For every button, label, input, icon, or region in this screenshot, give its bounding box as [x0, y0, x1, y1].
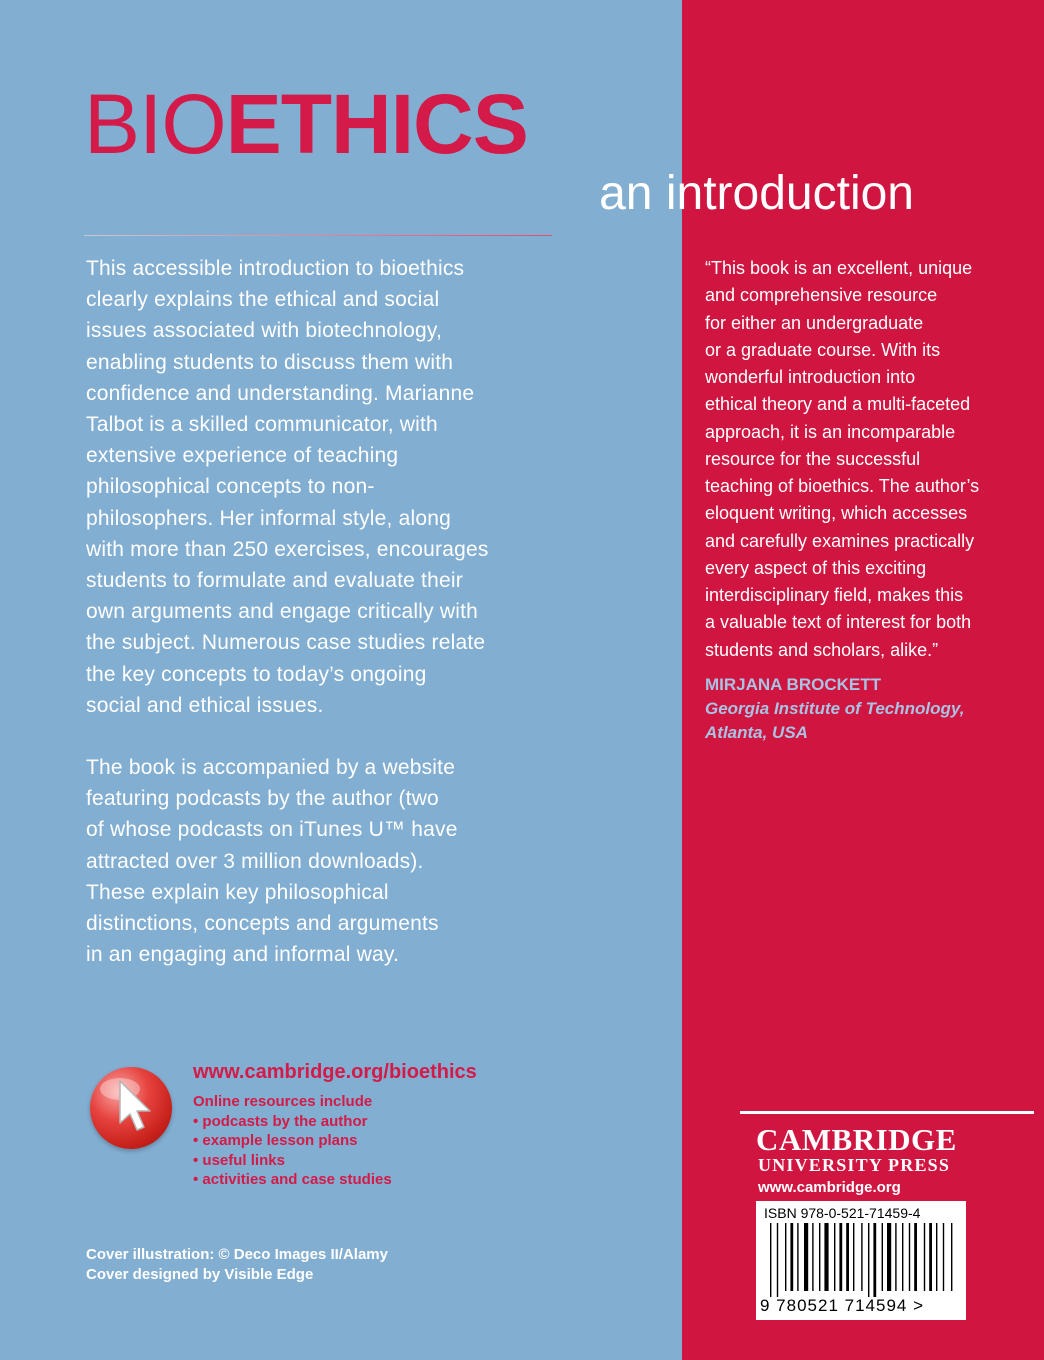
website-block	[193, 1060, 477, 1190]
barcode-bar	[834, 1223, 835, 1291]
blurb-paragraph-1	[86, 253, 566, 721]
barcode-bar	[846, 1223, 849, 1291]
list-item: • activities and case studies	[193, 1170, 477, 1190]
blurb-line: enabling students to discuss them with	[86, 350, 454, 374]
list-item: • useful links	[193, 1151, 477, 1171]
blurb-line: philosophical concepts to non-	[86, 475, 375, 499]
barcode-bar	[887, 1223, 891, 1291]
blurb-line: attracted over 3 million downloads).	[86, 849, 424, 873]
barcode-bar	[929, 1223, 932, 1291]
blurb-line: Talbot is a skilled communicator, with	[86, 413, 438, 437]
list-item: • example lesson plans	[193, 1131, 477, 1151]
barcode-bar	[790, 1223, 793, 1291]
quote-line: and carefully examines practically	[705, 530, 975, 551]
resources-intro: Online resources include	[193, 1093, 373, 1110]
barcode-bar	[861, 1223, 862, 1291]
design-credit: Cover designed by Visible Edge	[86, 1266, 314, 1283]
blurb-line: featuring podcasts by the author (two	[86, 787, 439, 811]
blurb-line: social and ethical issues.	[86, 693, 324, 717]
blurb-line: the subject. Numerous case studies relate	[86, 631, 486, 655]
blurb-paragraph-2	[86, 752, 566, 970]
blurb-line: The book is accompanied by a website	[86, 756, 456, 779]
blurb-line: students to formulate and evaluate their	[86, 569, 463, 593]
barcode-bar	[882, 1223, 883, 1291]
barcode-bar	[909, 1223, 910, 1291]
quote-line: teaching of bioethics. The author’s	[705, 476, 980, 496]
blurb-line: This accessible introduction to bioethics	[86, 257, 465, 280]
barcode-bar	[943, 1223, 944, 1291]
barcode-bar	[797, 1223, 798, 1291]
barcode-bar	[924, 1223, 925, 1291]
barcode-bar	[812, 1223, 813, 1291]
affiliation-line: Atlanta, USA	[705, 723, 808, 742]
publisher-logo-subname: UNIVERSITY PRESS	[758, 1155, 951, 1175]
blurb-line: clearly explains the ethical and social	[86, 288, 440, 312]
website-link[interactable]: www.cambridge.org/bioethics	[193, 1061, 477, 1083]
quote-line: eloquent writing, which accesses	[705, 503, 968, 524]
blurb-line: own arguments and engage critically with	[86, 600, 479, 624]
barcode-bar	[936, 1223, 937, 1291]
barcode-bar	[839, 1223, 842, 1291]
endorser-affiliation	[705, 697, 964, 745]
blurb-line: distinctions, concepts and arguments	[86, 912, 439, 936]
barcode-bar	[785, 1223, 786, 1291]
endorsement-quote	[705, 255, 1025, 664]
barcode-bar	[777, 1223, 778, 1297]
book-subtitle: an introduction	[599, 167, 914, 220]
publisher-divider	[740, 1111, 1034, 1114]
quote-line: ethical theory and a multi-faceted	[705, 394, 971, 415]
publisher-url[interactable]: www.cambridge.org	[758, 1179, 901, 1196]
quote-line: for either an undergraduate	[705, 312, 924, 333]
cursor-arrow-graphic	[90, 1067, 172, 1149]
cursor-arrow-icon	[90, 1067, 172, 1149]
book-title	[84, 77, 528, 171]
quote-line: a valuable text of interest for both	[705, 612, 972, 633]
affiliation-line: Georgia Institute of Technology,	[705, 699, 965, 718]
quote-line: resource for the successful	[705, 448, 921, 469]
blurb-line: issues associated with biotechnology,	[86, 319, 443, 343]
blurb-line: confidence and understanding. Marianne	[86, 381, 475, 405]
barcode-bar	[853, 1223, 854, 1291]
quote-line: and comprehensive resource	[705, 285, 938, 306]
quote-line: interdisciplinary field, makes this	[705, 585, 964, 605]
quote-line: approach, it is an incomparable	[705, 421, 956, 442]
quote-line: wonderful introduction into	[705, 367, 916, 387]
blurb-line: extensive experience of teaching	[86, 444, 399, 468]
isbn-barcode	[756, 1201, 966, 1320]
endorser-name: MIRJANA BROCKETT	[705, 675, 881, 694]
title-plain: BIO	[84, 77, 226, 171]
title-divider	[84, 235, 552, 236]
barcode-bar	[770, 1223, 771, 1297]
barcode-bar	[868, 1223, 869, 1297]
barcode-bar	[804, 1223, 808, 1291]
isbn-number: ISBN 978-0-521-71459-4	[764, 1205, 921, 1221]
barcode-bar	[895, 1223, 896, 1291]
blurb-line: of whose podcasts on iTunes U™ have	[86, 818, 458, 842]
barcode-digits: 9 780521 714594 >	[760, 1296, 925, 1315]
barcode-bar	[951, 1223, 952, 1291]
barcode-bar	[873, 1223, 876, 1297]
blurb-line: the key concepts to today’s ongoing	[86, 662, 427, 686]
barcode-bar	[902, 1223, 903, 1291]
list-item: • podcasts by the author	[193, 1112, 477, 1132]
barcode-bar	[824, 1223, 828, 1291]
quote-line: or a graduate course. With its	[705, 339, 941, 360]
quote-line: “This book is an excellent, unique	[705, 258, 973, 278]
blurb-line: philosophers. Her informal style, along	[86, 506, 451, 530]
illustration-credit: Cover illustration: © Deco Images II/Alamy	[86, 1246, 388, 1263]
publisher-logo-name: CAMBRIDGE	[756, 1122, 957, 1157]
title-bold: ETHICS	[225, 77, 528, 171]
barcode-bar	[914, 1223, 917, 1291]
barcode-bar	[819, 1223, 820, 1291]
blurb-line: in an engaging and informal way.	[86, 943, 400, 967]
blurb-line: These explain key philosophical	[86, 880, 389, 904]
cover-credits	[86, 1245, 388, 1285]
resources-list	[193, 1112, 477, 1190]
quote-line: students and scholars, alike.”	[705, 639, 939, 660]
quote-line: every aspect of this exciting	[705, 557, 927, 578]
blurb-line: with more than 250 exercises, encourages	[86, 537, 489, 561]
